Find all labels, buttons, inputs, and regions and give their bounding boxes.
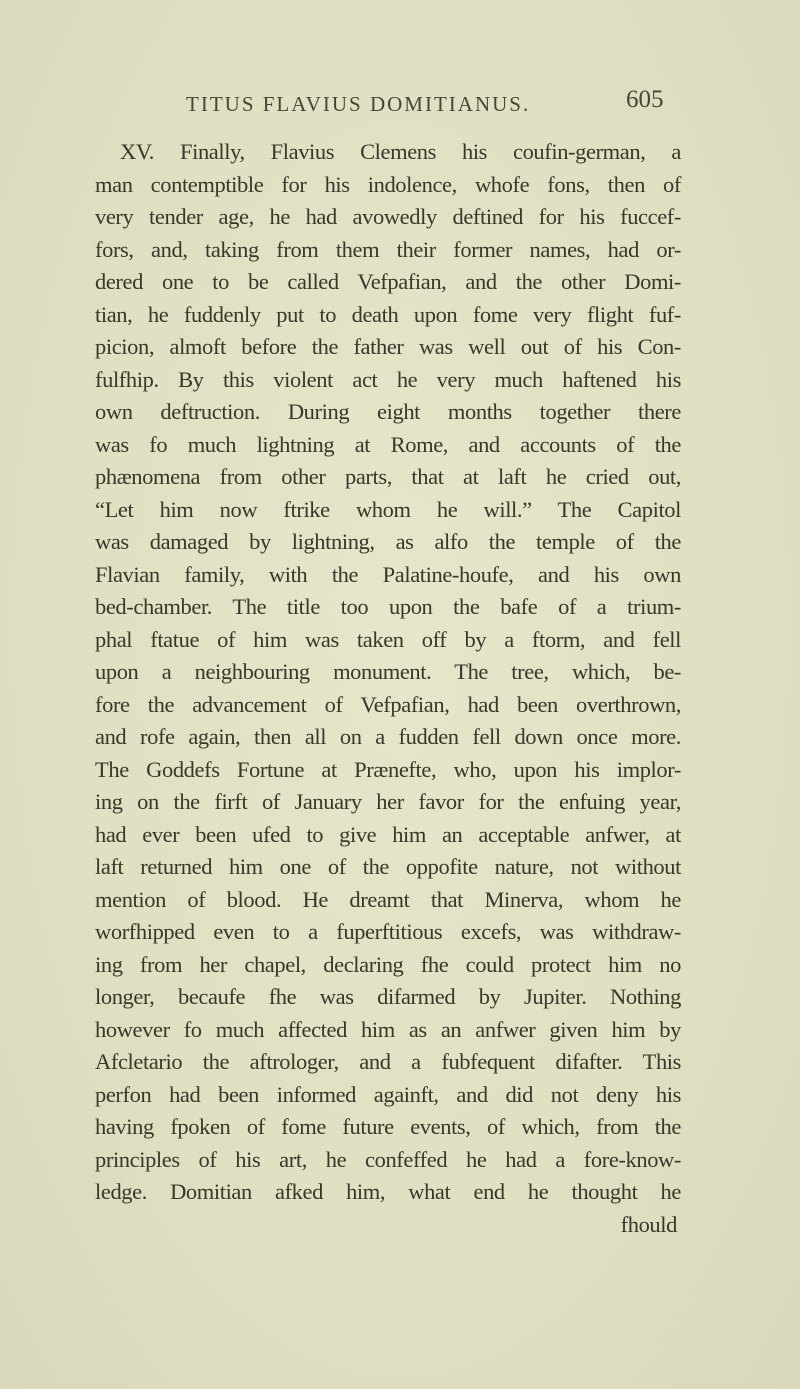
running-title: TITUS FLAVIUS DOMITIANUS. <box>186 92 531 116</box>
text-line: ing from her chapel, declaring fhe could protect him no <box>95 951 681 977</box>
text-line: ing on the firft of January her favor for the enfuing year, <box>95 789 681 814</box>
text-line: “Let him now ftrike whom he will.” The Capitol <box>95 496 681 522</box>
text-line: was fo much lightning at Rome, and accounts of the <box>95 431 681 457</box>
text-line: XV. Finally, Flavius Clemens his coufin-german, a <box>120 139 681 164</box>
text-line: own deftruction. During eight months together there <box>95 399 681 424</box>
text-line: worfhipped even to a fuperftitious excefs, was withdraw- <box>95 919 681 944</box>
text-line: fors, and, taking from them their former names, had or- <box>95 236 681 262</box>
text-line: mention of blood. He dreamt that Minerva, whom he <box>95 886 681 912</box>
page-number: 605 <box>626 86 664 113</box>
text-line: bed-chamber. The title too upon the bafe of a trium- <box>95 594 681 619</box>
text-line: man contemptible for his indolence, whofe fons, then of <box>95 171 681 197</box>
text-line: ledge. Domitian afked him, what end he thought he <box>95 1179 681 1204</box>
text-line: phal ftatue of him was taken off by a ftorm, and fell <box>95 626 681 652</box>
text-line: dered one to be called Vefpafian, and the other Domi- <box>95 269 681 294</box>
text-line: The Goddefs Fortune at Prænefte, who, upon his implor- <box>95 756 681 782</box>
text-line: very tender age, he had avowedly deftined for his fuccef- <box>95 204 681 229</box>
text-line: however fo much affected him as an anfwer given him by <box>95 1016 681 1042</box>
text-line: laft returned him one of the oppofite nature, not without <box>95 854 681 879</box>
catchword: fhould <box>620 1211 677 1237</box>
text-line: phænomena from other parts, that at laft he cried out, <box>95 464 681 489</box>
text-line: picion, almoft before the father was well out of his Con- <box>95 334 681 359</box>
text-line: Afcletario the aftrologer, and a fubfequent difafter. This <box>95 1049 681 1074</box>
text-line: fore the advancement of Vefpafian, had been overthrown, <box>95 691 681 717</box>
text-line: had ever been ufed to give him an acceptable anfwer, at <box>95 821 681 847</box>
text-line: was damaged by lightning, as alfo the temple of the <box>95 529 681 554</box>
text-line: and rofe again, then all on a fudden fell down once more. <box>95 724 681 749</box>
text-line: tian, he fuddenly put to death upon fome very flight fuf- <box>95 301 681 327</box>
text-line: fulfhip. By this violent act he very much haftened his <box>95 366 681 392</box>
text-line: perfon had been informed againft, and did not deny his <box>95 1081 681 1107</box>
text-line: having fpoken of fome future events, of which, from the <box>95 1114 681 1139</box>
text-line: upon a neighbouring monument. The tree, which, be- <box>95 659 681 684</box>
text-line: longer, becaufe fhe was difarmed by Jupiter. Nothing <box>95 984 681 1009</box>
body-text <box>95 136 681 1241</box>
text-line: principles of his art, he confeffed he had a fore-know- <box>95 1146 681 1172</box>
text-line: Flavian family, with the Palatine-houfe, and his own <box>95 561 681 587</box>
